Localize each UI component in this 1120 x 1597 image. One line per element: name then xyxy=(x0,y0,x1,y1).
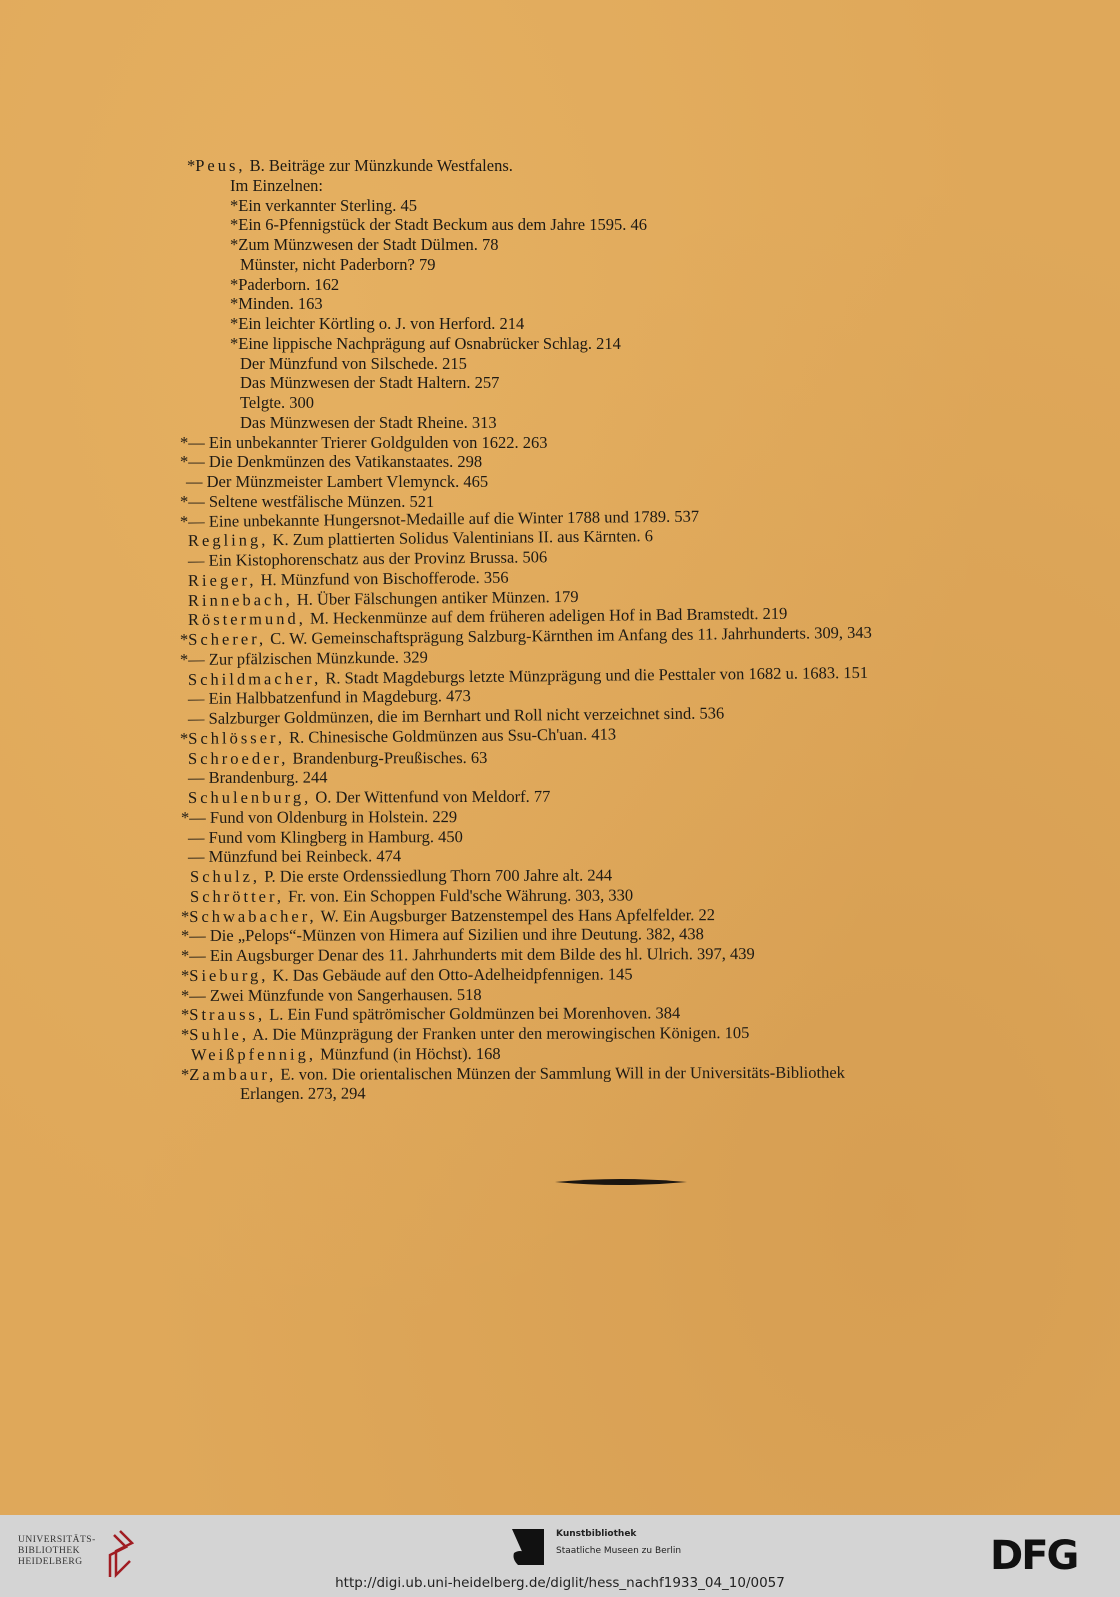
entry-text: Minden. 163 xyxy=(238,294,323,314)
index-entry xyxy=(181,924,704,946)
author-name: Schlösser, xyxy=(188,727,286,748)
entry-text: B. Beiträge zur Münzkunde Westfalens. xyxy=(245,156,513,175)
entry-text: Münzfund (in Höchst). 168 xyxy=(315,1043,501,1064)
index-entry xyxy=(181,944,755,966)
kunstbibliothek-logo[interactable] xyxy=(512,1529,682,1569)
entry-asterisk: * xyxy=(180,906,190,926)
entry-asterisk: * xyxy=(180,807,190,827)
author-name: Sieburg, xyxy=(189,965,269,985)
entry-text: Münster, nicht Paderborn? 79 xyxy=(240,254,436,274)
source-url[interactable]: http://digi.ub.uni-heidelberg.de/diglit/hess_nachf1933_04_10/0057 xyxy=(335,1575,785,1591)
kb-title: Kunstbibliothek xyxy=(556,1529,637,1539)
index-entry xyxy=(187,156,513,176)
entry-text: P. Die erste Ordenssiedlung Thorn 700 Jahre alt. 244 xyxy=(260,865,613,886)
entry-text: — Brandenburg. 244 xyxy=(187,767,328,788)
entry-text: Telgte. 300 xyxy=(240,393,314,412)
logo-text: HEIDELBERG xyxy=(18,1557,83,1567)
entry-text: Im Einzelnen: xyxy=(230,175,324,195)
entry-text: — Fund vom Klingberg in Hamburg. 450 xyxy=(187,826,463,847)
entry-text: M. Heckenmünze auf dem früheren adeligen Hof in Bad Bramstedt. 219 xyxy=(305,603,788,629)
index-entry xyxy=(181,984,482,1005)
index-entry xyxy=(181,807,457,828)
entry-text: R. Chinesische Goldmünzen aus Ssu-Ch'uan. 413 xyxy=(284,724,617,747)
entry-text: H. Münzfund von Bischofferode. 356 xyxy=(256,567,509,590)
author-name: Zambaur, xyxy=(189,1064,277,1084)
entry-text: O. Der Wittenfund von Meldorf. 77 xyxy=(311,786,551,807)
index-entry xyxy=(230,215,647,235)
index-entry xyxy=(190,866,612,887)
entry-text: R. Stadt Magdeburgs letzte Münzprägung und die Pesttaler von 1682 u. 1683. 151 xyxy=(321,662,869,688)
author-name: Scherer, xyxy=(188,629,267,649)
index-entry xyxy=(188,787,550,808)
entry-asterisk: * xyxy=(230,274,239,294)
entry-asterisk: * xyxy=(187,156,196,175)
kb-subtitle: Staatliche Museen zu Berlin xyxy=(556,1546,682,1556)
entry-text: — Die „Pelops“-Münzen von Himera auf Sizilien und ihre Deutung. 382, 438 xyxy=(189,924,704,946)
entry-text: Der Münzfund von Silschede. 215 xyxy=(240,353,467,373)
entry-text: Zum Münzwesen der Stadt Dülmen. 78 xyxy=(238,235,499,254)
logo-text: UNIVERSITÄTS- xyxy=(18,1535,96,1545)
footer-bar xyxy=(0,1515,1120,1597)
entry-text: — Ein Halbbatzenfund in Magdeburg. 473 xyxy=(187,686,471,709)
entry-text: — Ein unbekannter Trierer Goldgulden von 1622. 263 xyxy=(188,432,548,452)
author-name: Peus, xyxy=(195,156,246,175)
index-entry xyxy=(181,905,715,927)
entry-text: — Zwei Münzfunde von Sangerhausen. 518 xyxy=(189,984,482,1005)
index-entry xyxy=(188,768,328,788)
author-name: Röstermund, xyxy=(187,609,306,630)
entry-text: A. Die Münzprägung der Franken unter den merowingischen Königen. 105 xyxy=(248,1023,750,1044)
entry-text: — Ein Kistophorenschatz aus der Provinz Brussa. 506 xyxy=(187,547,548,570)
author-name: Regling, xyxy=(187,530,269,551)
index-entry xyxy=(181,1023,749,1045)
entry-text: — Die Denkmünzen des Vatikanstaates. 298 xyxy=(188,452,483,472)
entry-text: C. W. Gemeinschaftsprägung Salzburg-Kärnthen im Anfang des 11. Jahrhunderts. 309, 343 xyxy=(265,622,872,649)
index-entry xyxy=(230,176,323,196)
author-name: Schrötter, xyxy=(189,886,284,906)
entry-text: Brandenburg-Preußisches. 63 xyxy=(288,747,488,768)
entry-asterisk: * xyxy=(180,985,190,1005)
dfg-logo[interactable]: DFG xyxy=(990,1533,1078,1579)
index-entry xyxy=(188,526,653,551)
entry-text: — Zur pfälzischen Münzkunde. 329 xyxy=(188,647,428,669)
entry-asterisk: * xyxy=(180,452,189,472)
entry-text: — Fund von Oldenburg in Holstein. 229 xyxy=(189,806,458,827)
entry-text: — Der Münzmeister Lambert Vlemynck. 465 xyxy=(186,472,489,491)
entry-asterisk: * xyxy=(180,491,189,511)
entry-asterisk: * xyxy=(179,511,189,531)
index-entry xyxy=(230,314,524,334)
entry-text: Ein verkannter Sterling. 45 xyxy=(238,195,417,215)
entry-text: W. Ein Augsburger Batzenstempel des Hans Apfelfelder. 22 xyxy=(316,904,716,926)
entry-text: — Seltene westfälische Münzen. 521 xyxy=(188,491,435,511)
entry-text: Fr. von. Ein Schoppen Fuld'sche Währung. 303, 330 xyxy=(283,885,634,906)
entry-asterisk: * xyxy=(230,235,239,254)
entry-asterisk: * xyxy=(180,1005,190,1025)
entry-text: — Münzfund bei Reinbeck. 474 xyxy=(187,846,402,867)
index-entry xyxy=(180,647,428,670)
logo-text: BIBLIOTHEK xyxy=(18,1546,80,1556)
index-entry xyxy=(240,1084,366,1104)
index-entry xyxy=(230,294,323,314)
index-entry xyxy=(188,847,401,868)
entry-text: Eine lippische Nachprägung auf Osnabrücker Schlag. 214 xyxy=(238,333,621,353)
entry-text: H. Über Fälschungen antiker Münzen. 179 xyxy=(292,586,579,609)
author-name: Schroeder, xyxy=(187,748,289,768)
index-entry xyxy=(191,1044,501,1065)
entry-asterisk: * xyxy=(179,629,189,649)
index-entry xyxy=(240,393,314,413)
author-name: Strauss, xyxy=(189,1004,266,1025)
author-name: Rinnebach, xyxy=(187,589,293,610)
entry-text: K. Das Gebäude auf den Otto-Adelheidpfennigen. 145 xyxy=(268,964,633,985)
index-entry xyxy=(230,334,621,354)
entry-asterisk: * xyxy=(180,965,190,985)
author-name: Weißpfennig, xyxy=(190,1044,316,1064)
entry-text: Ein leichter Körtling o. J. von Herford. 214 xyxy=(238,314,525,333)
author-name: Schulz, xyxy=(189,866,261,886)
ub-emblem-icon xyxy=(100,1529,136,1579)
index-entry xyxy=(180,452,482,472)
entry-text: E. von. Die orientalischen Münzen der Sammlung Will in der Universitäts-Bibliothek xyxy=(276,1062,845,1084)
entry-text: K. Zum plattierten Solidus Valentinians II. aus Kärnten. 6 xyxy=(268,526,654,550)
index-entry xyxy=(188,747,487,768)
entry-asterisk: * xyxy=(230,314,239,333)
entry-asterisk: * xyxy=(180,926,190,946)
index-entry xyxy=(180,433,548,453)
author-name: Suhle, xyxy=(189,1024,249,1044)
author-name: Rieger, xyxy=(187,570,257,590)
author-name: Schwabacher, xyxy=(189,906,317,926)
entry-asterisk: * xyxy=(180,945,190,965)
entry-asterisk: * xyxy=(179,649,189,669)
index-entry xyxy=(240,373,499,393)
author-name: Schildmacher, xyxy=(187,668,322,689)
kunstbibliothek-eagle-icon xyxy=(512,1529,544,1565)
index-entry xyxy=(240,255,435,275)
entry-text: — Eine unbekannte Hungersnot-Medaille auf die Winter 1788 und 1789. 537 xyxy=(188,506,700,531)
index-entry xyxy=(230,275,339,295)
index-entry xyxy=(186,472,488,492)
entry-text: Das Münzwesen der Stadt Rheine. 313 xyxy=(240,412,497,432)
index-entry xyxy=(240,413,497,433)
entry-asterisk: * xyxy=(230,195,239,215)
entry-text: Paderborn. 162 xyxy=(238,274,340,294)
entry-text: Erlangen. 273, 294 xyxy=(239,1083,366,1104)
author-name: Schulenburg, xyxy=(187,787,312,807)
index-entry xyxy=(180,724,616,749)
entry-text: Das Münzwesen der Stadt Haltern. 257 xyxy=(240,373,500,393)
entry-asterisk: * xyxy=(230,294,239,314)
entry-asterisk: * xyxy=(230,215,239,235)
index-entry xyxy=(230,235,499,255)
index-entry xyxy=(230,196,417,216)
index-entry xyxy=(240,354,467,374)
entry-asterisk: * xyxy=(179,728,189,748)
entry-asterisk: * xyxy=(180,432,189,452)
entry-asterisk: * xyxy=(230,333,239,353)
entry-asterisk: * xyxy=(180,1024,190,1044)
index-entry xyxy=(181,1062,845,1084)
closing-ornament xyxy=(555,1178,687,1186)
ub-heidelberg-logo[interactable] xyxy=(18,1535,96,1568)
entry-text: Ein 6-Pfennigstück der Stadt Beckum aus dem Jahre 1595. 46 xyxy=(238,215,648,235)
entry-asterisk: * xyxy=(180,1064,190,1084)
entry-text: — Salzburger Goldmünzen, die im Bernhart und Roll nicht verzeichnet sind. 536 xyxy=(187,703,725,728)
index-entry xyxy=(181,1004,680,1026)
entry-text: L. Ein Fund spätrömischer Goldmünzen bei Morenhoven. 384 xyxy=(265,1003,681,1024)
index-entry xyxy=(181,964,633,986)
entry-text: — Ein Augsburger Denar des 11. Jahrhunderts mit dem Bilde des hl. Ulrich. 397, 439 xyxy=(189,943,755,965)
index-entry xyxy=(190,885,633,907)
index-entry xyxy=(188,827,463,848)
